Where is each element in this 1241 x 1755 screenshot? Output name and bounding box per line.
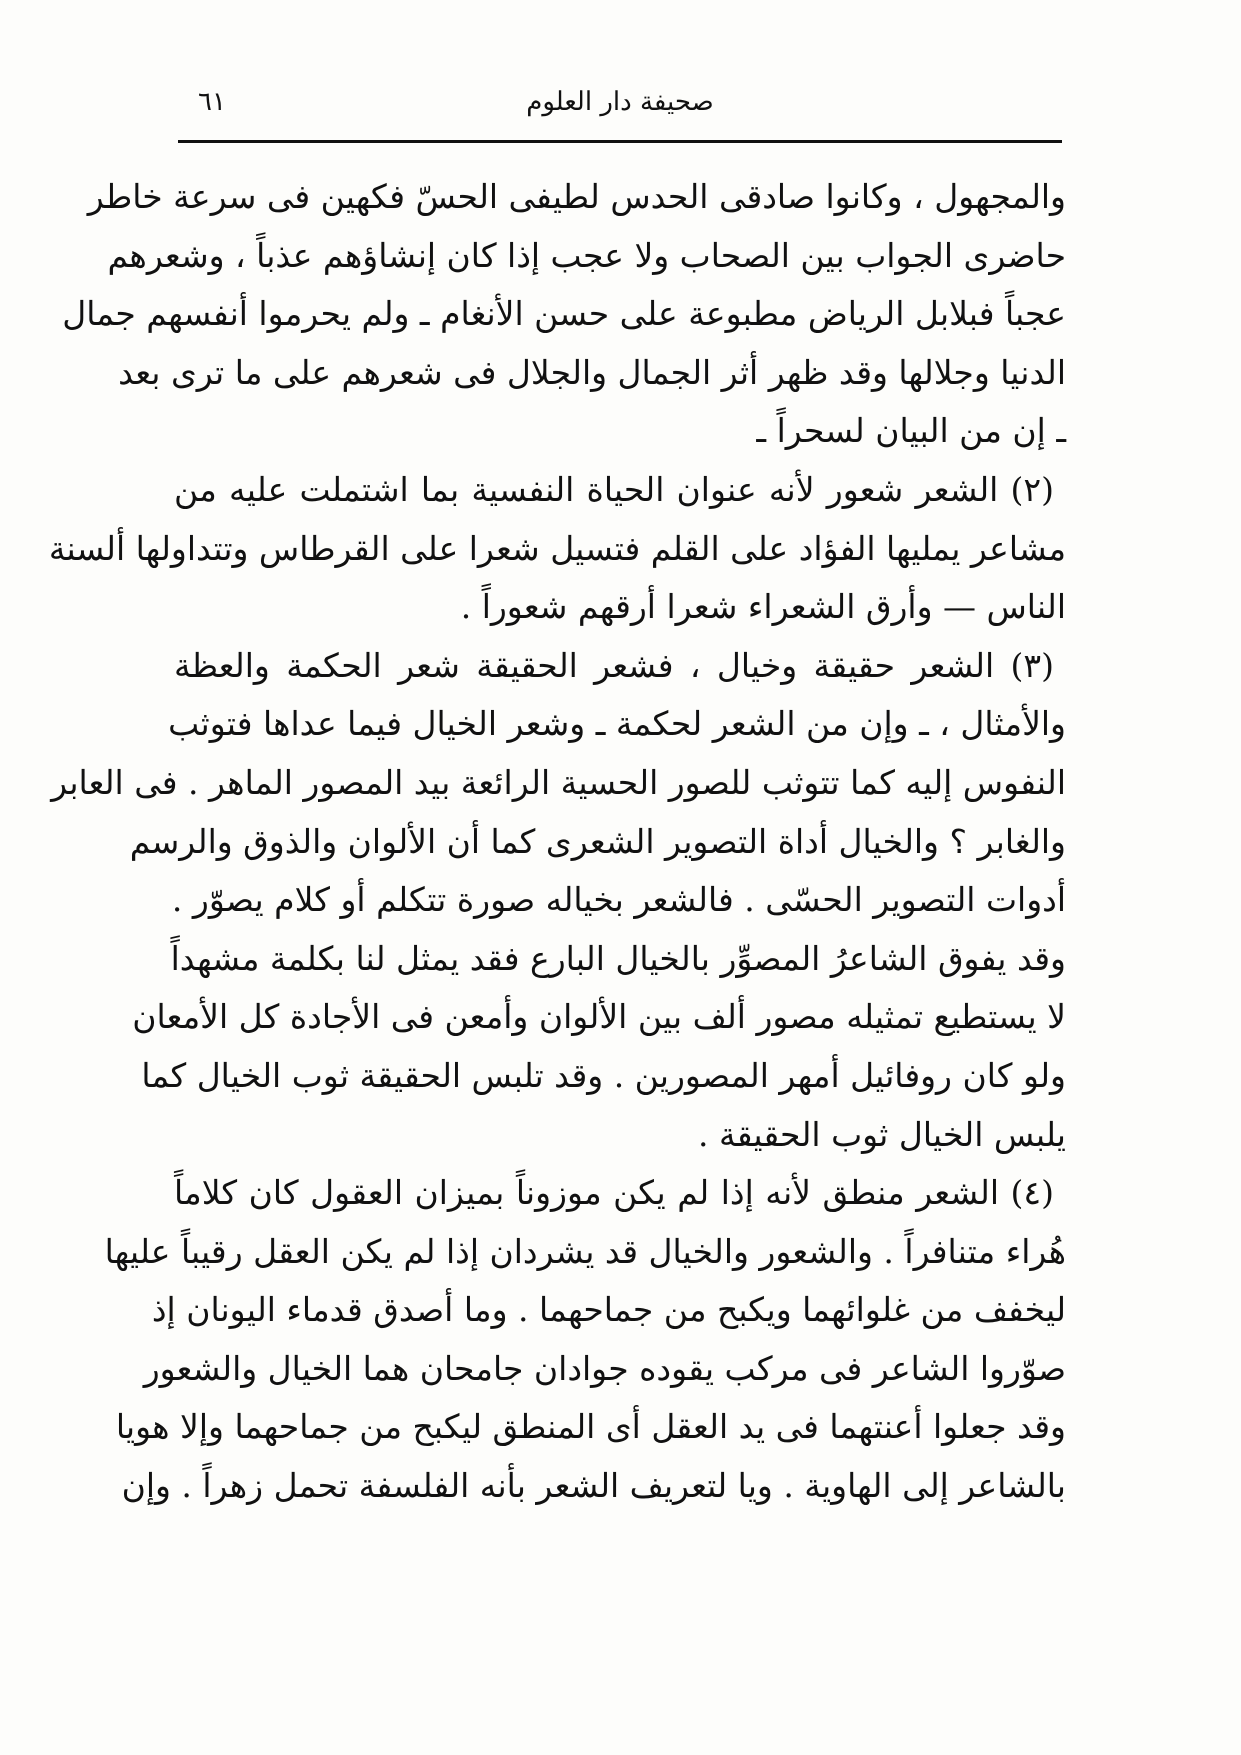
text-line: والغابر ؟ والخيال أداة التصوير الشعرى كما أن الألوان والذوق والرسم bbox=[129, 821, 1066, 861]
text-line: أدوات التصوير الحسّى . فالشعر بخياله صورة تتكلم أو كلام يصوّر . bbox=[171, 880, 1066, 920]
text-line: وقد يفوق الشاعرُ المصوِّر بالخيال البارع فقد يمثل لنا بكلمة مشهداً bbox=[170, 938, 1066, 978]
text-line: ولو كان روفائيل أمهر المصورين . وقد تلبس الحقيقة ثوب الخيال كما bbox=[141, 1055, 1066, 1095]
text-line: والأمثال ، ـ وإن من الشعر لحكمة ـ وشعر الخيال فيما عداها فتوثب bbox=[168, 704, 1066, 744]
text-line: بالشاعر إلى الهاوية . ويا لتعريف الشعر بأنه الفلسفة تحمل زهراً . وإن bbox=[121, 1466, 1066, 1506]
text-line: لا يستطيع تمثيله مصور ألف بين الألوان وأمعن فى الأجادة كل الأمعان bbox=[132, 997, 1066, 1037]
text-line: يلبس الخيال ثوب الحقيقة . bbox=[698, 1114, 1066, 1154]
text-line: ليخفف من غلوائهما ويكبح من جماحهما . وما أصدق قدماء اليونان إذ bbox=[151, 1290, 1066, 1330]
text-line: وقد جعلوا أعنتهما فى يد العقل أى المنطق ليكبح من جماحهما وإلا هويا bbox=[115, 1407, 1066, 1447]
text-line: ـ إن من البيان لسحراً ـ bbox=[756, 411, 1066, 451]
text-line: (٤) الشعر منطق لأنه إذا لم يكن موزوناً بميزان العقول كان كلاماً bbox=[174, 1173, 1054, 1213]
text-line: (٣) الشعر حقيقة وخيال ، فشعر الحقيقة شعر الحكمة والعظة bbox=[174, 645, 1054, 685]
header-rule bbox=[178, 140, 1062, 143]
text-line: صوّروا الشاعر فى مركب يقوده جوادان جامحان هما الخيال والشعور bbox=[143, 1348, 1066, 1388]
text-line: الناس — وأرق الشعراء شعرا أرقهم شعوراً . bbox=[460, 587, 1066, 627]
text-line: الدنيا وجلالها وقد ظهر أثر الجمال والجلال فى شعرهم على ما ترى بعد bbox=[118, 352, 1066, 392]
text-line: مشاعر يمليها الفؤاد على القلم فتسيل شعرا على القرطاس وتتداولها ألسنة bbox=[48, 528, 1066, 568]
text-line: النفوس إليه كما تتوثب للصور الحسية الرائعة بيد المصور الماهر . فى العابر bbox=[51, 762, 1066, 802]
journal-title: صحيفة دار العلوم bbox=[526, 87, 714, 117]
paragraph-1 bbox=[62, 168, 1066, 461]
text-line: (٢) الشعر شعور لأنه عنوان الحياة النفسية بما اشتملت عليه من bbox=[174, 469, 1054, 509]
text-line: والمجهول ، وكانوا صادقى الحدس لطيفى الحسّ فكهين فى سرعة خاطر bbox=[87, 177, 1066, 216]
paragraph-3 bbox=[51, 637, 1066, 1164]
text-line: عجباً فبلابل الرياض مطبوعة على حسن الأنغام ـ ولم يحرموا أنفسهم جمال bbox=[62, 294, 1066, 334]
paragraph-4 bbox=[104, 1164, 1066, 1516]
text-line: حاضرى الجواب بين الصحاب ولا عجب إذا كان إنشاؤهم عذباً ، وشعرهم bbox=[107, 235, 1066, 275]
running-header bbox=[178, 82, 1062, 132]
body-text bbox=[48, 168, 1066, 1516]
page-number: ٦١ bbox=[198, 87, 226, 117]
text-line: هُراء متنافراً . والشعور والخيال قد يشردان إذا لم يكن العقل رقيباً عليها bbox=[104, 1231, 1066, 1271]
paragraph-2 bbox=[48, 461, 1066, 637]
